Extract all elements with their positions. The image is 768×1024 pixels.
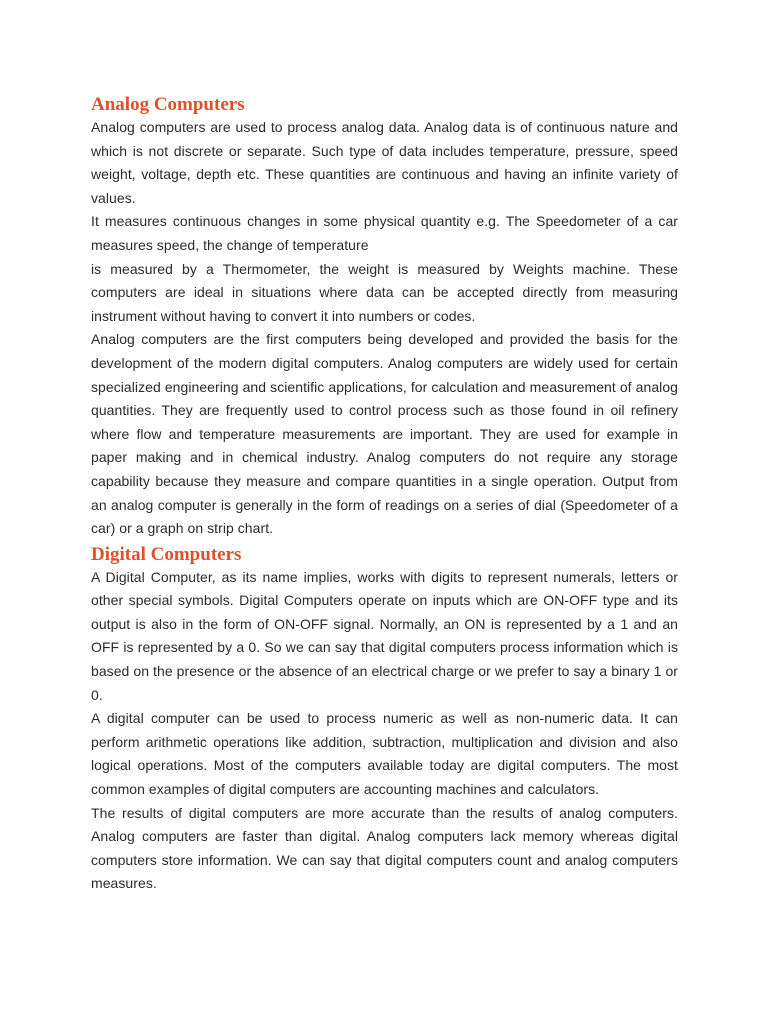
paragraph-digital-1: A Digital Computer, as its name implies, works with digits to represent numerals, letters or other special symbols. Digital Computers operate on inputs which are ON-OFF type and its output is also in the form of ON-OFF signal. Normally, an ON is represented by a 1 and an OFF is represented by a 0. So we can say that digital computers process information which is based on the presence or the absence of an electrical charge or we prefer to say a binary 1 or 0.: [91, 568, 678, 703]
document-page: [91, 92, 678, 896]
section-title-digital-computers: Digital Computers: [91, 543, 242, 565]
paragraph-analog-2: It measures continuous changes in some physical quantity e.g. The Speedometer of a car measures speed, the change of temperature: [91, 213, 678, 253]
paragraph-digital-3: The results of digital computers are more accurate than the results of analog computers. Analog computers are faster than digital. Analog computers lack memory whereas digital computers store information. We can say that digital computers count and analog computers measures.: [91, 804, 678, 892]
paragraph-analog-1: Analog computers are used to process analog data. Analog data is of continuous nature and which is not discrete or separate. Such type of data includes temperature, pressure, speed weight, voltage, depth etc. These quantities are continuous and having an infinite variety of values.: [91, 119, 678, 206]
paragraph-digital-2: A digital computer can be used to process numeric as well as non-numeric data. It can perform arithmetic operations like addition, subtraction, multiplication and division and also logical operations. Most of the computers available today are digital computers. The most common examples of digital computers are accounting machines and calculators.: [91, 710, 678, 798]
section-title-analog-computers: Analog Computers: [91, 94, 245, 115]
paragraph-analog-3: is measured by a Thermometer, the weight is measured by Weights machine. These computers are ideal in situations where data can be accepted directly from measuring instrument without having to convert it into numbers or codes.: [91, 260, 678, 324]
paragraph-analog-4: Analog computers are the first computers being developed and provided the basis for the development of the modern digital computers. Analog computers are widely used for certain specialized engineering and scientific applications, for calculation and measurement of analog quantities. They are frequently used to control process such as those found in oil refinery where flow and temperature measurements are important. They are used for example in paper making and in chemical industry. Analog computers do not require any storage capability because they measure and compare quantities in a single operation. Output from an analog computer is generally in the form of readings on a series of dial (Speedometer of a car) or a graph on strip chart.: [91, 331, 678, 537]
